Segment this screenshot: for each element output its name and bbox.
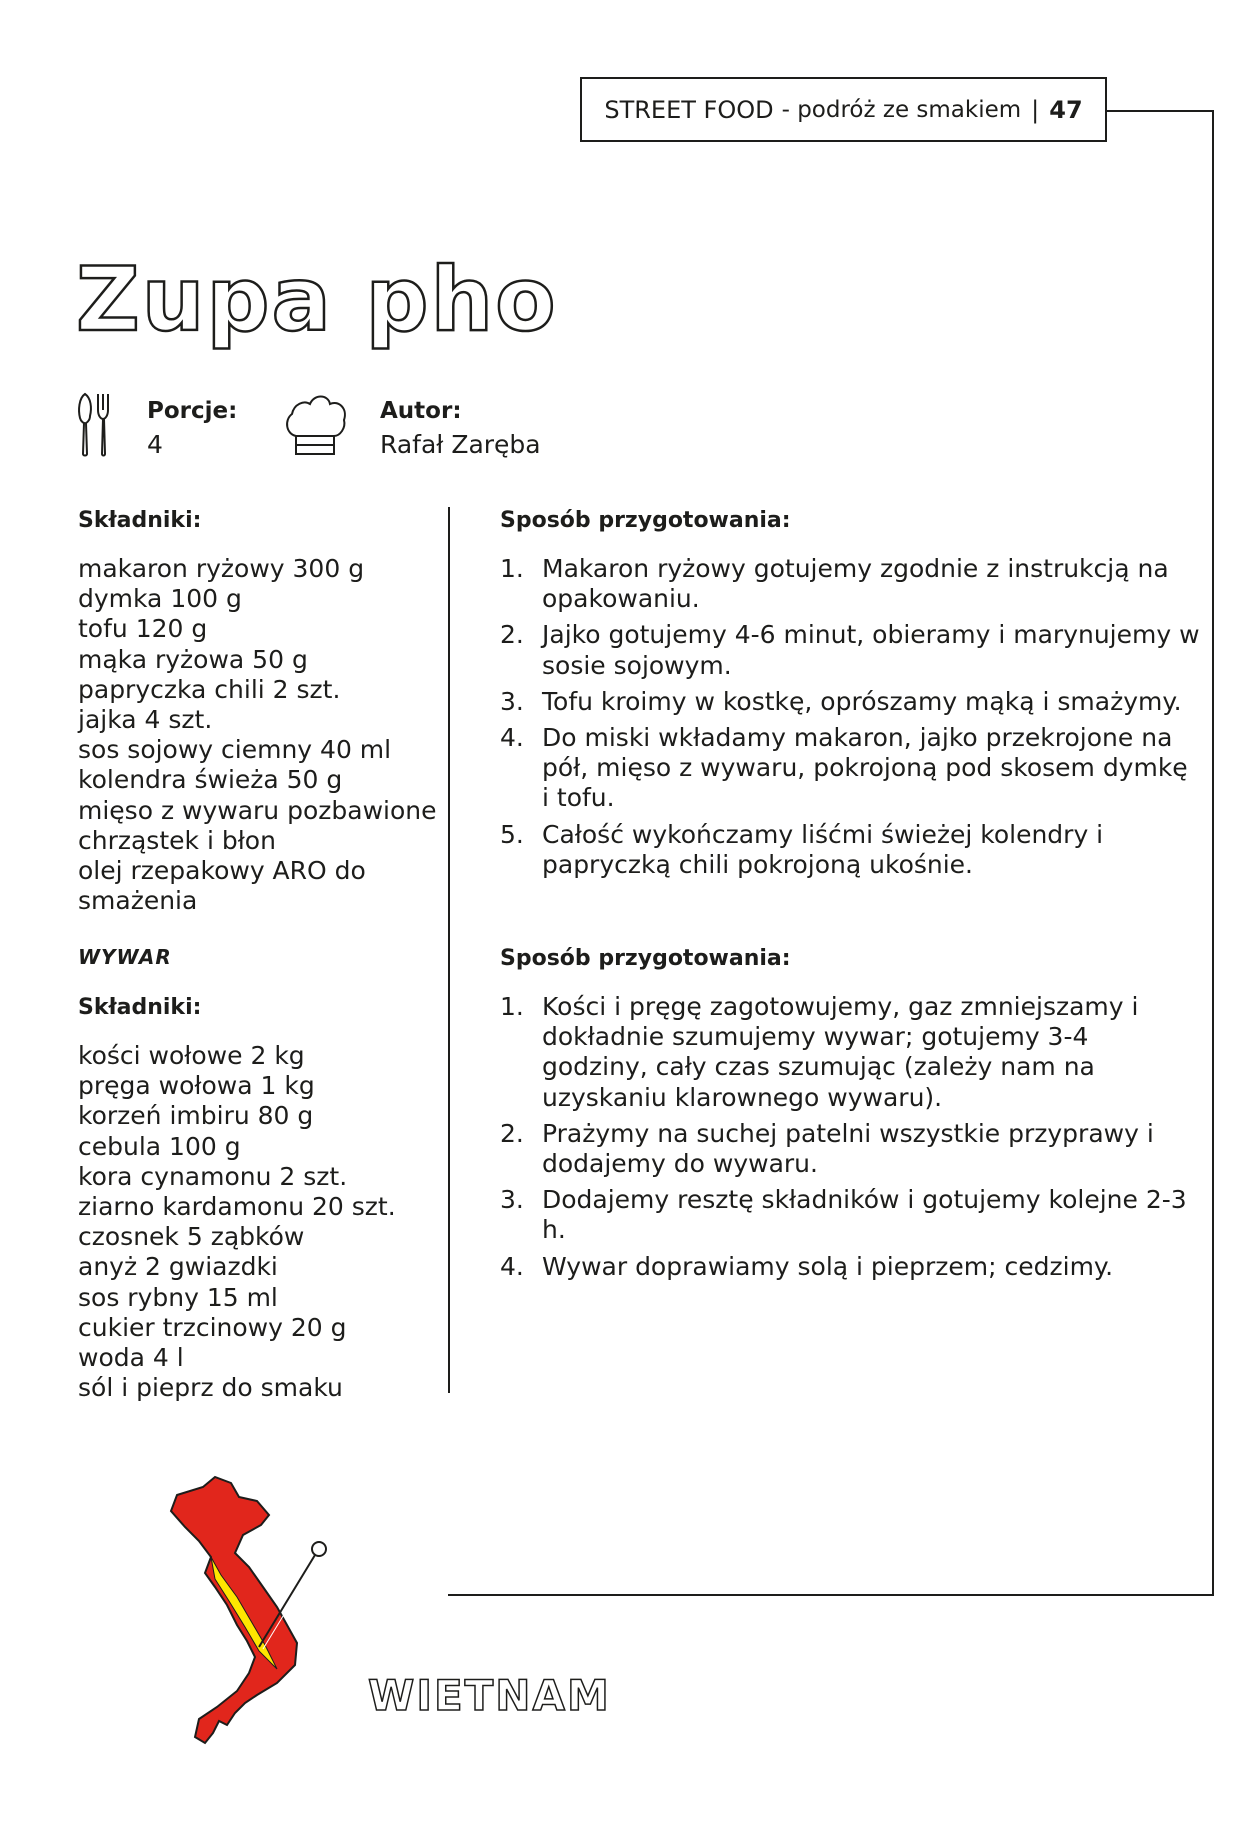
servings-value: 4 (147, 430, 163, 459)
step-number: 2. (500, 1118, 524, 1148)
step-number: 3. (500, 1185, 524, 1215)
list-item: cebula 100 g (78, 1131, 241, 1161)
list-item (500, 620, 1200, 680)
list-item: kolendra świeża 50 g (78, 765, 343, 795)
list-item: ziarno kardamonu 20 szt. (78, 1192, 396, 1222)
list-item: makaron ryżowy 300 g (78, 554, 365, 583)
step-number: 4. (500, 1251, 524, 1281)
step-number: 4. (500, 723, 524, 753)
step-text: Jajko gotujemy 4-6 minut, obieramy i marynujemy w sosie sojowym. (542, 620, 1200, 680)
broth-ingredients-heading: Składniki: (78, 995, 202, 1020)
list-item: mięso z wywaru pozbawione chrząstek i błon (78, 795, 437, 855)
list-item: kości wołowe 2 kg (78, 1041, 305, 1070)
header-separator: | (1031, 95, 1040, 124)
page-number: 47 (1049, 95, 1083, 124)
list-item: tofu 120 g (78, 614, 208, 644)
list-item: pręga wołowa 1 kg (78, 1071, 315, 1101)
author-label: Autor: (380, 398, 462, 424)
list-item: jajka 4 szt. (78, 705, 213, 735)
step-number: 2. (500, 620, 524, 650)
step-text: Prażymy na suchej patelni wszystkie przyprawy i dodajemy do wywaru. (542, 1118, 1154, 1179)
ingredients-heading: Składniki: (78, 508, 202, 533)
list-item (500, 554, 1200, 614)
header-section: STREET FOOD (604, 95, 774, 124)
list-item: korzeń imbiru 80 g (78, 1101, 314, 1131)
step-text: Całość wykończamy liśćmi świeżej kolendry i papryczką chili pokrojoną ukośnie. (542, 819, 1104, 879)
broth-method-steps (500, 992, 1200, 1288)
list-item: sól i pieprz do smaku (78, 1373, 343, 1403)
step-text: Wywar doprawiamy solą i pieprzem; cedzimy. (542, 1251, 1114, 1281)
ingredients-list (78, 554, 438, 916)
step-text: Kości i pręgę zagotowujemy, gaz zmniejszamy i dokładnie szumujemy wywar; gotujemy 3-4 godziny, cały czas szumując (zależy nam na uzyskaniu klarownego wywaru). (542, 992, 1139, 1112)
column-divider (448, 507, 450, 1393)
broth-ingredients-list (78, 1041, 438, 1403)
method-heading: Sposób przygotowania: (500, 508, 791, 533)
list-item: cukier trzcinowy 20 g (78, 1312, 347, 1342)
list-item (500, 687, 1200, 717)
running-header (580, 77, 1107, 142)
list-item: woda 4 l (78, 1343, 184, 1373)
step-number: 5. (500, 819, 524, 849)
list-item: dymka 100 g (78, 584, 242, 614)
list-item (500, 1185, 1200, 1245)
step-number: 1. (500, 992, 524, 1021)
step-number: 3. (500, 686, 524, 716)
list-item: sos sojowy ciemny 40 ml (78, 735, 392, 765)
list-item (500, 992, 1200, 1113)
broth-method-heading: Sposób przygotowania: (500, 946, 791, 971)
page-title: Zupa pho (76, 248, 558, 351)
country-name: WIETNAM (368, 1671, 611, 1720)
method-steps (500, 554, 1200, 886)
list-item: mąka ryżowa 50 g (78, 644, 308, 674)
header-tagline: - podróż ze smakiem (781, 96, 1022, 123)
step-number: 1. (500, 554, 524, 583)
chef-hat-icon (282, 392, 348, 458)
vietnam-map-icon (165, 1475, 340, 1750)
list-item (500, 820, 1200, 880)
list-item (500, 723, 1200, 814)
list-item: sos rybny 15 ml (78, 1282, 278, 1312)
step-text: Tofu kroimy w kostkę, oprószamy mąką i smażymy. (542, 686, 1182, 716)
list-item: olej rzepakowy ARO do smażenia (78, 856, 366, 916)
author-value: Rafał Zaręba (380, 430, 541, 459)
list-item: czosnek 5 ząbków (78, 1222, 305, 1252)
list-item: papryczka chili 2 szt. (78, 674, 341, 704)
list-item: kora cynamonu 2 szt. (78, 1161, 348, 1191)
step-text: Dodajemy resztę składników i gotujemy kolejne 2-3 h. (542, 1185, 1187, 1245)
cutlery-icon (76, 392, 116, 458)
servings-label: Porcje: (147, 398, 238, 424)
list-item (500, 1119, 1200, 1179)
step-text: Makaron ryżowy gotujemy zgodnie z instrukcją na opakowaniu. (542, 554, 1169, 614)
list-item (500, 1252, 1200, 1282)
step-text: Do miski wkładamy makaron, jajko przekrojone na pół, mięso z wywaru, pokrojoną pod skosem dymkę i tofu. (542, 723, 1188, 813)
list-item: anyż 2 gwiazdki (78, 1252, 278, 1282)
wywar-heading: WYWAR (78, 945, 172, 969)
